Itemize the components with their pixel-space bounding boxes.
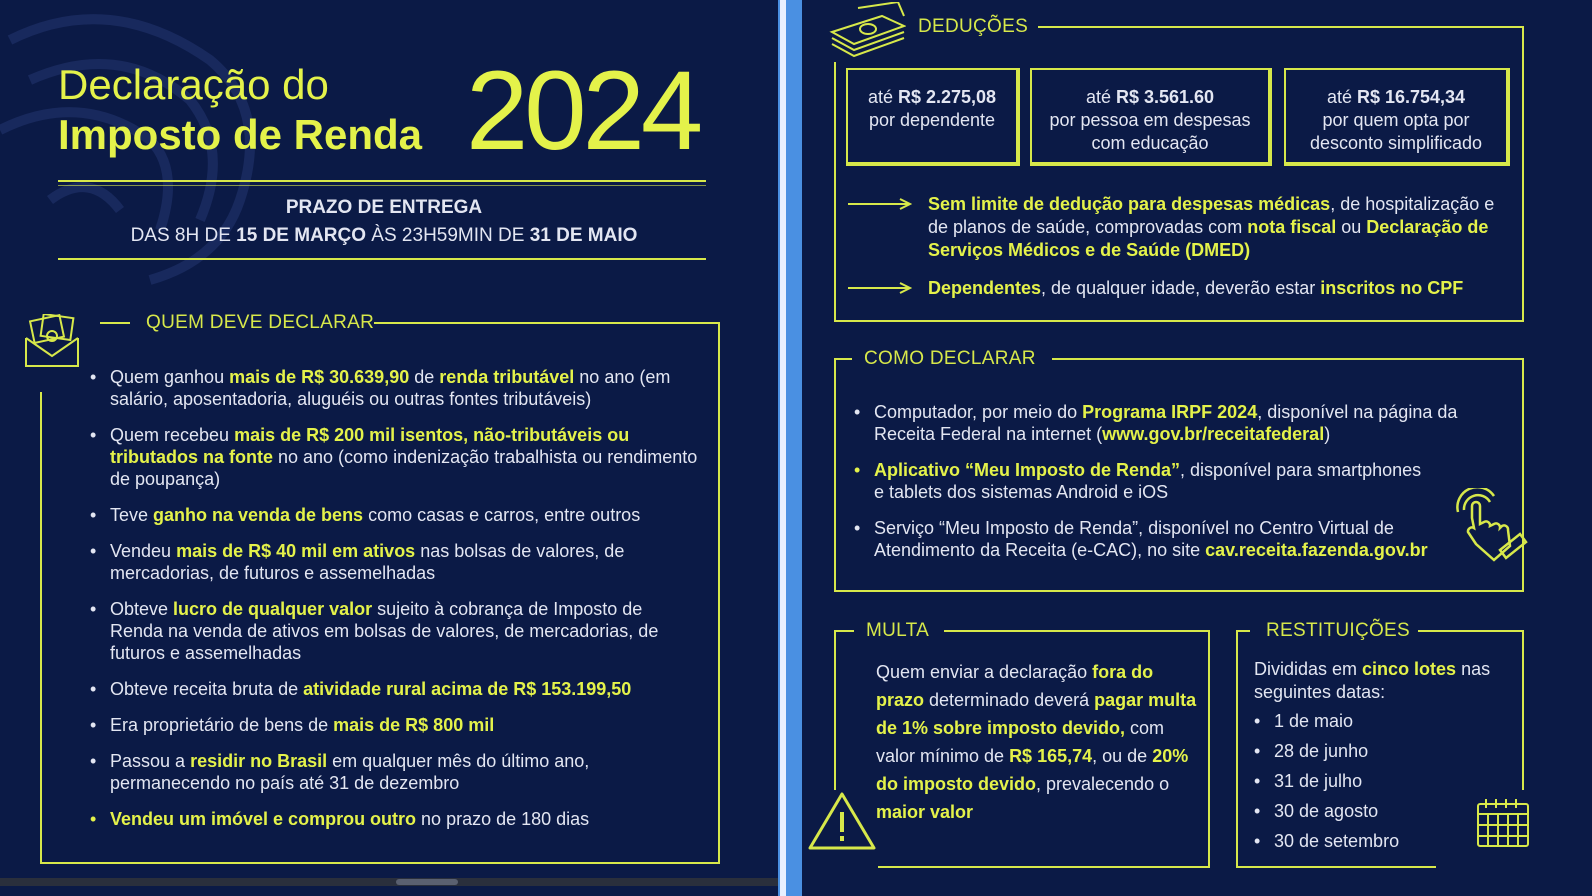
list-item: • Era proprietário de bens de mais de R$ 800 mil [90, 714, 700, 736]
who-list [90, 366, 700, 844]
title-line2: Imposto de Renda [58, 111, 423, 158]
refunds-box-right [1522, 630, 1524, 790]
refunds-box-left [1236, 630, 1238, 868]
deduction-card-education: até R$ 3.561.60 por pessoa em despesas com educação [1030, 68, 1272, 166]
how-box-top-left [834, 358, 852, 360]
right-panel [802, 0, 1592, 896]
touch-hand-icon [1454, 488, 1530, 564]
refunds-box-bottom [1236, 866, 1436, 868]
deadline-divider [58, 258, 706, 260]
list-item: • 30 de agosto [1254, 800, 1474, 822]
list-item: • Obteve receita bruta de atividade rural acima de R$ 153.199,50 [90, 678, 700, 700]
fine-heading [854, 620, 941, 642]
list-item: • Quem ganhou mais de R$ 30.639,90 de renda tributável no ano (em salário, aposentadoria, aluguéis ou outras fontes tributáveis) [90, 366, 700, 410]
list-item: • Obteve lucro de qualquer valor sujeito à cobrança de Imposto de Renda na venda de ativos em bolsas de valores, de mercadorias, de futuros e assemelhadas [90, 598, 700, 664]
calendar-icon [1472, 796, 1534, 852]
refunds-box-top-left [1236, 630, 1250, 632]
deadline-from-text: DAS 8H DE [130, 225, 237, 246]
list-item: • 1 de maio [1254, 710, 1474, 732]
deductions-note-dependents: Dependentes, de qualquer idade, deverão estar inscritos no CPF [928, 278, 1464, 298]
list-item: • Aplicativo “Meu Imposto de Renda”, disponível para smartphones e tablets dos sistemas Android e iOS [854, 459, 1474, 503]
scrollbar-thumb[interactable] [396, 879, 458, 885]
how-box-bottom [834, 590, 1524, 592]
who-heading [134, 312, 386, 334]
deductions-heading-text: DEDUÇÕES [906, 16, 1040, 37]
left-panel [0, 0, 778, 896]
fine-heading-rule [944, 630, 1210, 632]
deductions-note-medical: Sem limite de dedução para despesas médicas, de hospitalização e de planos de saúde, comprovadas com nota fiscal ou Declaração de Serviços Médicos e de Saúde (DMED) [928, 194, 1495, 260]
how-list [854, 401, 1474, 575]
how-heading [852, 348, 1048, 370]
who-heading-text: QUEM DEVE DECLARAR [134, 312, 386, 333]
refunds-heading-text: RESTITUIÇÕES [1254, 620, 1422, 641]
deduction-card-dependent: até R$ 2.275,08 por dependente [846, 68, 1020, 166]
title-divider [58, 180, 706, 182]
title-line1: Declaração do [58, 61, 329, 108]
title-year: 2024 [466, 48, 700, 173]
who-box-right [718, 322, 720, 864]
refunds-heading-rule [1418, 630, 1524, 632]
list-item: • Computador, por meio do Programa IRPF 2024, disponível na página da Receita Federal na internet (www.gov.br/receitafederal) [854, 401, 1474, 445]
deadline-text [58, 225, 710, 247]
fine-box-bottom [878, 866, 1210, 868]
fine-box-right [1208, 630, 1210, 868]
list-item: • Serviço “Meu Imposto de Renda”, disponível no Centro Virtual de Atendimento da Receita (e-CAC), no site cav.receita.fazenda.gov.br [854, 517, 1474, 561]
list-item: • Quem recebeu mais de R$ 200 mil isentos, não-tributáveis ou tributados na fonte no ano (como indenização trabalhista ou rendimento de poupança) [90, 424, 700, 490]
horizontal-scrollbar[interactable] [0, 878, 778, 886]
deductions-box-right [1522, 26, 1524, 322]
who-box-bottom [40, 862, 720, 864]
list-item: • 30 de setembro [1254, 830, 1474, 852]
deadline-heading: PRAZO DE ENTREGA [285, 197, 483, 218]
fine-heading-text: MULTA [854, 620, 941, 641]
who-box-left [40, 392, 42, 864]
deductions-box-left [834, 62, 836, 322]
who-heading-rule [374, 322, 720, 324]
deadline-to-text: ÀS 23H59MIN DE [366, 225, 530, 246]
list-item: • 31 de julho [1254, 770, 1474, 792]
fine-text: Quem enviar a declaração fora do prazo determinado deverá pagar multa de 1% sobre imposto devido, com valor mínimo de R$ 165,74, ou de 20% do imposto devido, prevalecendo o maior valor [876, 662, 1197, 822]
fine-box-left [834, 630, 836, 790]
how-heading-text: COMO DECLARAR [852, 348, 1048, 369]
list-item: • Passou a residir no Brasil em qualquer mês do último ano, permanecendo no país até 31 de dezembro [90, 750, 700, 794]
fine-box-top-left [834, 630, 854, 632]
panel-divider-highlight [780, 0, 786, 896]
arrow-right-icon [848, 198, 912, 210]
how-box-left [834, 358, 836, 592]
deadline-end-date: 31 DE MAIO [529, 225, 638, 246]
envelope-money-icon [24, 314, 82, 370]
refunds-heading [1254, 620, 1422, 642]
warning-icon [806, 790, 878, 852]
list-item: • Vendeu um imóvel e comprou outro no prazo de 180 dias [90, 808, 700, 830]
money-stack-icon [828, 2, 908, 58]
deductions-heading-rule [1038, 26, 1524, 28]
list-item: • 28 de junho [1254, 740, 1474, 762]
deductions-box-bottom [834, 320, 1524, 322]
title-divider-thin [58, 185, 706, 186]
list-item: • Vendeu mais de R$ 40 mil em ativos nas bolsas de valores, de mercadorias, de futuros e assemelhadas [90, 540, 700, 584]
deductions-heading [906, 16, 1040, 38]
who-heading-line [100, 322, 130, 324]
list-item: • Teve ganho na venda de bens como casas e carros, entre outros [90, 504, 700, 526]
deadline-start-date: 15 DE MARÇO [236, 225, 367, 246]
refunds-dates [1254, 710, 1474, 860]
refunds-intro: Divididas em cinco lotes nas seguintes datas: [1254, 659, 1491, 702]
how-heading-rule [1052, 358, 1524, 360]
arrow-right-icon [848, 282, 912, 294]
deduction-card-simplified: até R$ 16.754,34 por quem opta por desconto simplificado [1284, 68, 1510, 166]
